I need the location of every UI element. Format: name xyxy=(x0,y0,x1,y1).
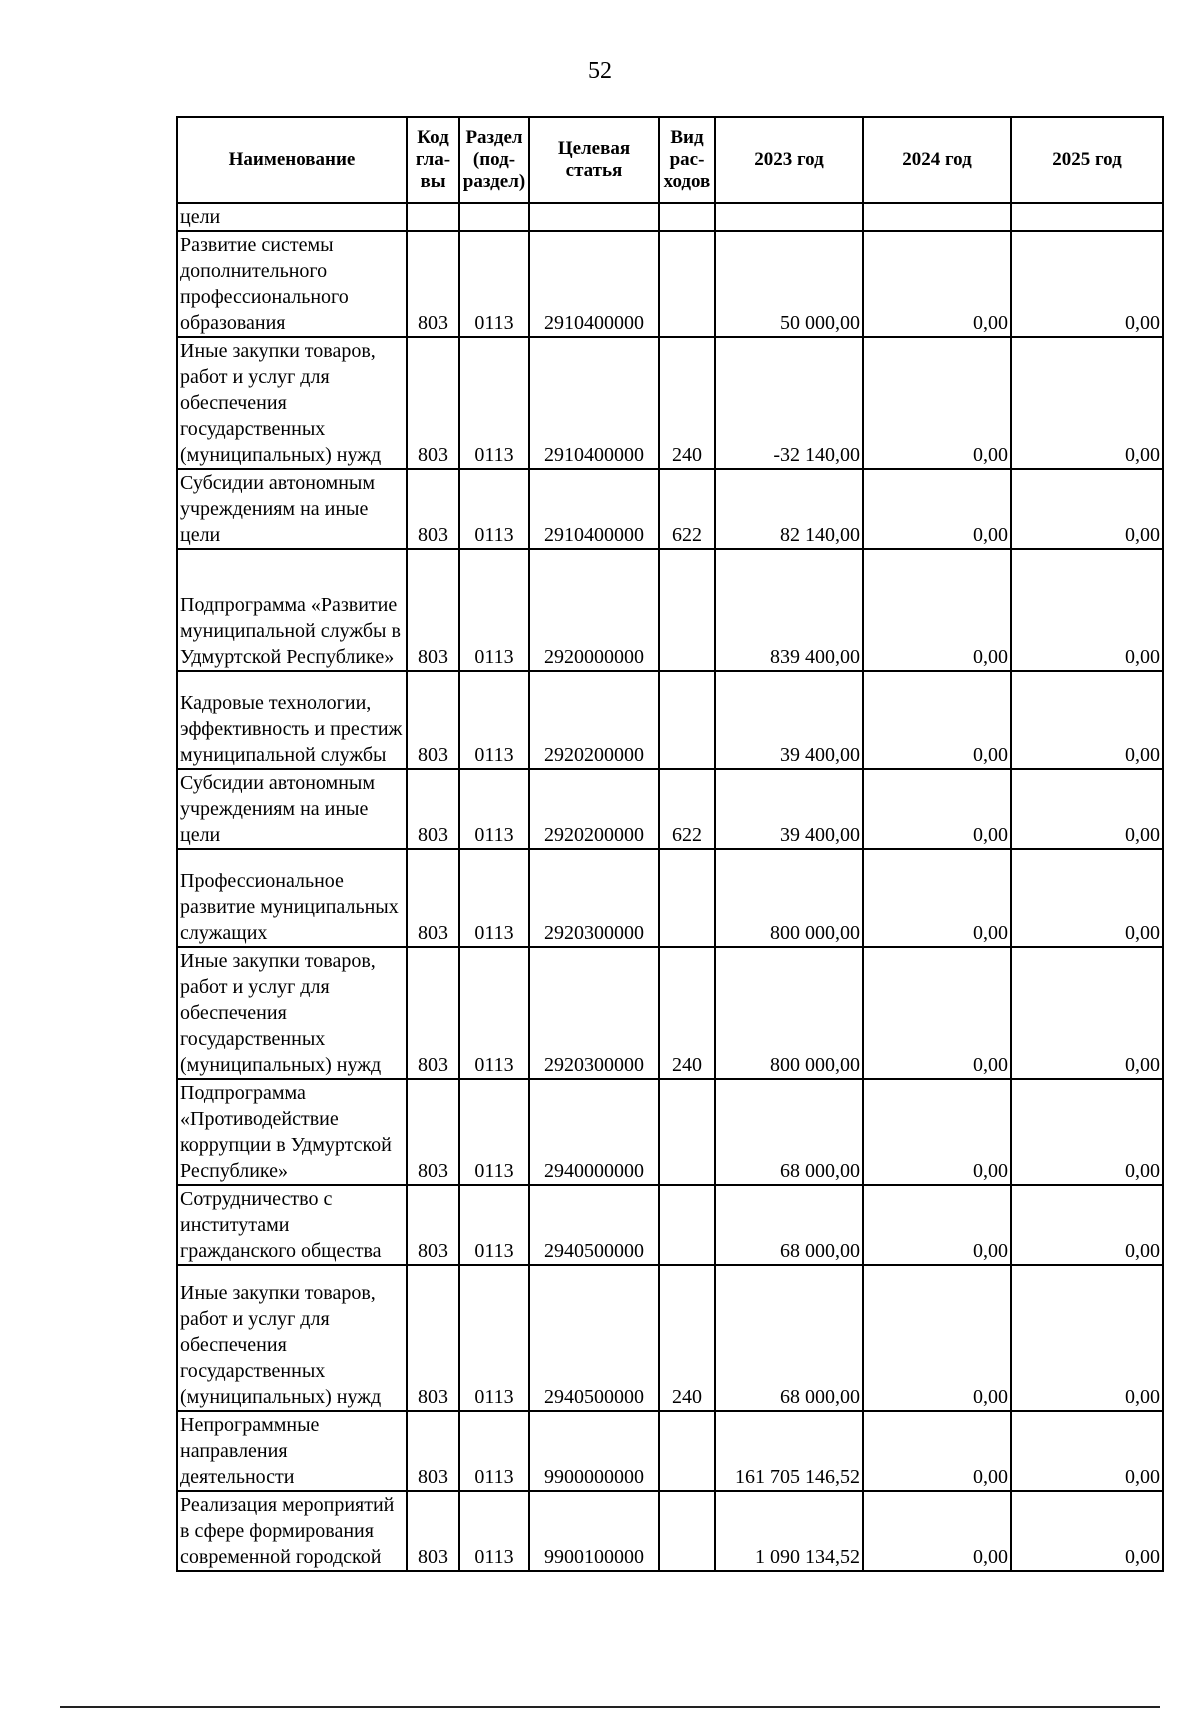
row-amount-2024: 0,00 xyxy=(863,1411,1011,1491)
row-name-cell: Субсидии автономным учреждениям на иные цели xyxy=(177,769,407,849)
row-name-cell: Сотрудничество с институтами гражданского общества xyxy=(177,1185,407,1265)
table-row xyxy=(177,1491,1163,1571)
row-chapter-cell xyxy=(407,203,459,231)
table-row xyxy=(177,1411,1163,1491)
row-amount-2025: 0,00 xyxy=(1011,1185,1163,1265)
table-row xyxy=(177,203,1163,231)
page-number: 52 xyxy=(588,58,612,84)
row-name-cell: Профессиональное развитие муниципальных служащих xyxy=(177,849,407,947)
table-row xyxy=(177,469,1163,549)
row-amount-2025: 0,00 xyxy=(1011,769,1163,849)
table-body xyxy=(177,203,1163,1571)
row-amount-2024: 0,00 xyxy=(863,1491,1011,1571)
row-chapter-cell: 803 xyxy=(407,469,459,549)
table-header-row xyxy=(177,117,1163,203)
row-type-cell xyxy=(659,671,715,769)
row-amount-2025: 0,00 xyxy=(1011,947,1163,1079)
row-target-cell xyxy=(529,203,659,231)
row-amount-2024: 0,00 xyxy=(863,1265,1011,1411)
row-amount-2025: 0,00 xyxy=(1011,469,1163,549)
row-target-cell: 9900000000 xyxy=(529,1411,659,1491)
row-type-cell: 240 xyxy=(659,947,715,1079)
row-type-cell xyxy=(659,1185,715,1265)
row-amount-2024: 0,00 xyxy=(863,469,1011,549)
row-chapter-cell: 803 xyxy=(407,1079,459,1185)
table-row xyxy=(177,231,1163,337)
row-amount-2024: 0,00 xyxy=(863,947,1011,1079)
row-amount-2023: 161 705 146,52 xyxy=(715,1411,863,1491)
row-section-cell: 0113 xyxy=(459,671,529,769)
row-name-cell: Иные закупки товаров, работ и услуг для обеспечения государственных (муниципальных) нужд xyxy=(177,947,407,1079)
row-section-cell: 0113 xyxy=(459,469,529,549)
row-amount-2024: 0,00 xyxy=(863,769,1011,849)
row-amount-2025: 0,00 xyxy=(1011,1411,1163,1491)
budget-table xyxy=(176,116,1164,1572)
row-amount-2025: 0,00 xyxy=(1011,1079,1163,1185)
row-amount-2023: 50 000,00 xyxy=(715,231,863,337)
row-chapter-cell: 803 xyxy=(407,671,459,769)
row-type-cell xyxy=(659,1411,715,1491)
row-target-cell: 2910400000 xyxy=(529,337,659,469)
row-section-cell: 0113 xyxy=(459,1185,529,1265)
row-name-cell: Иные закупки товаров, работ и услуг для обеспечения государственных (муниципальных) нужд xyxy=(177,1265,407,1411)
table-row xyxy=(177,1079,1163,1185)
row-amount-2023: 82 140,00 xyxy=(715,469,863,549)
header-year-2023: 2023 год xyxy=(715,117,863,203)
row-name-cell: цели xyxy=(177,203,407,231)
row-name-cell: Кадровые технологии, эффективность и престиж муниципальной службы xyxy=(177,671,407,769)
row-amount-2023 xyxy=(715,203,863,231)
row-amount-2023: 800 000,00 xyxy=(715,849,863,947)
row-section-cell: 0113 xyxy=(459,1491,529,1571)
row-chapter-cell: 803 xyxy=(407,231,459,337)
row-amount-2024: 0,00 xyxy=(863,231,1011,337)
row-amount-2025: 0,00 xyxy=(1011,671,1163,769)
header-year-2024: 2024 год xyxy=(863,117,1011,203)
row-target-cell: 2920300000 xyxy=(529,947,659,1079)
row-type-cell: 240 xyxy=(659,337,715,469)
row-target-cell: 2910400000 xyxy=(529,231,659,337)
row-chapter-cell: 803 xyxy=(407,549,459,671)
row-target-cell: 2940500000 xyxy=(529,1265,659,1411)
row-amount-2023: 39 400,00 xyxy=(715,769,863,849)
row-amount-2024: 0,00 xyxy=(863,549,1011,671)
row-amount-2025: 0,00 xyxy=(1011,549,1163,671)
row-amount-2025: 0,00 xyxy=(1011,337,1163,469)
row-name-cell: Непрограммные направления деятельности xyxy=(177,1411,407,1491)
row-name-cell: Иные закупки товаров, работ и услуг для обеспечения государственных (муниципальных) нужд xyxy=(177,337,407,469)
row-target-cell: 2920200000 xyxy=(529,769,659,849)
row-target-cell: 2910400000 xyxy=(529,469,659,549)
table-row xyxy=(177,1265,1163,1411)
row-amount-2023: 68 000,00 xyxy=(715,1185,863,1265)
row-type-cell xyxy=(659,1079,715,1185)
row-section-cell: 0113 xyxy=(459,1411,529,1491)
row-section-cell: 0113 xyxy=(459,337,529,469)
row-chapter-cell: 803 xyxy=(407,947,459,1079)
row-chapter-cell: 803 xyxy=(407,849,459,947)
row-type-cell xyxy=(659,1491,715,1571)
row-amount-2025: 0,00 xyxy=(1011,1265,1163,1411)
row-chapter-cell: 803 xyxy=(407,337,459,469)
row-type-cell xyxy=(659,849,715,947)
header-expense-type: Вид рас-ходов xyxy=(659,117,715,203)
row-section-cell: 0113 xyxy=(459,549,529,671)
row-amount-2024: 0,00 xyxy=(863,1185,1011,1265)
row-amount-2025: 0,00 xyxy=(1011,849,1163,947)
row-section-cell: 0113 xyxy=(459,1265,529,1411)
row-section-cell: 0113 xyxy=(459,947,529,1079)
row-amount-2023: 68 000,00 xyxy=(715,1265,863,1411)
row-type-cell xyxy=(659,549,715,671)
row-amount-2023: 68 000,00 xyxy=(715,1079,863,1185)
scan-edge-line xyxy=(60,1706,1160,1708)
row-amount-2024: 0,00 xyxy=(863,337,1011,469)
row-amount-2025: 0,00 xyxy=(1011,1491,1163,1571)
table-row xyxy=(177,671,1163,769)
row-section-cell xyxy=(459,203,529,231)
row-target-cell: 2920200000 xyxy=(529,671,659,769)
row-type-cell xyxy=(659,203,715,231)
row-amount-2023: 800 000,00 xyxy=(715,947,863,1079)
row-target-cell: 2940000000 xyxy=(529,1079,659,1185)
header-target-article: Целевая статья xyxy=(529,117,659,203)
table-row xyxy=(177,947,1163,1079)
row-amount-2025: 0,00 xyxy=(1011,231,1163,337)
row-target-cell: 2920300000 xyxy=(529,849,659,947)
header-year-2025: 2025 год xyxy=(1011,117,1163,203)
table-row xyxy=(177,1185,1163,1265)
row-amount-2023: 839 400,00 xyxy=(715,549,863,671)
row-chapter-cell: 803 xyxy=(407,1185,459,1265)
row-chapter-cell: 803 xyxy=(407,1411,459,1491)
row-name-cell: Развитие системы дополнительного профессионального образования xyxy=(177,231,407,337)
row-target-cell: 2920000000 xyxy=(529,549,659,671)
table-row xyxy=(177,849,1163,947)
header-section: Раздел (под-раздел) xyxy=(459,117,529,203)
table-row xyxy=(177,337,1163,469)
row-section-cell: 0113 xyxy=(459,849,529,947)
row-name-cell: Субсидии автономным учреждениям на иные цели xyxy=(177,469,407,549)
row-name-cell: Реализация мероприятий в сфере формирования современной городской xyxy=(177,1491,407,1571)
row-amount-2024: 0,00 xyxy=(863,671,1011,769)
row-amount-2023: 1 090 134,52 xyxy=(715,1491,863,1571)
table-row xyxy=(177,549,1163,671)
row-name-cell: Подпрограмма «Противодействие коррупции в Удмуртской Республике» xyxy=(177,1079,407,1185)
row-target-cell: 9900100000 xyxy=(529,1491,659,1571)
row-chapter-cell: 803 xyxy=(407,769,459,849)
row-chapter-cell: 803 xyxy=(407,1491,459,1571)
row-amount-2023: 39 400,00 xyxy=(715,671,863,769)
row-type-cell: 622 xyxy=(659,469,715,549)
row-section-cell: 0113 xyxy=(459,769,529,849)
header-chapter-code: Код гла-вы xyxy=(407,117,459,203)
row-amount-2024 xyxy=(863,203,1011,231)
row-type-cell: 240 xyxy=(659,1265,715,1411)
row-amount-2025 xyxy=(1011,203,1163,231)
row-amount-2023: -32 140,00 xyxy=(715,337,863,469)
row-target-cell: 2940500000 xyxy=(529,1185,659,1265)
header-name: Наименование xyxy=(177,117,407,203)
table-row xyxy=(177,769,1163,849)
row-type-cell: 622 xyxy=(659,769,715,849)
row-amount-2024: 0,00 xyxy=(863,849,1011,947)
row-chapter-cell: 803 xyxy=(407,1265,459,1411)
row-amount-2024: 0,00 xyxy=(863,1079,1011,1185)
row-section-cell: 0113 xyxy=(459,1079,529,1185)
row-type-cell xyxy=(659,231,715,337)
row-section-cell: 0113 xyxy=(459,231,529,337)
row-name-cell: Подпрограмма «Развитие муниципальной службы в Удмуртской Республике» xyxy=(177,549,407,671)
